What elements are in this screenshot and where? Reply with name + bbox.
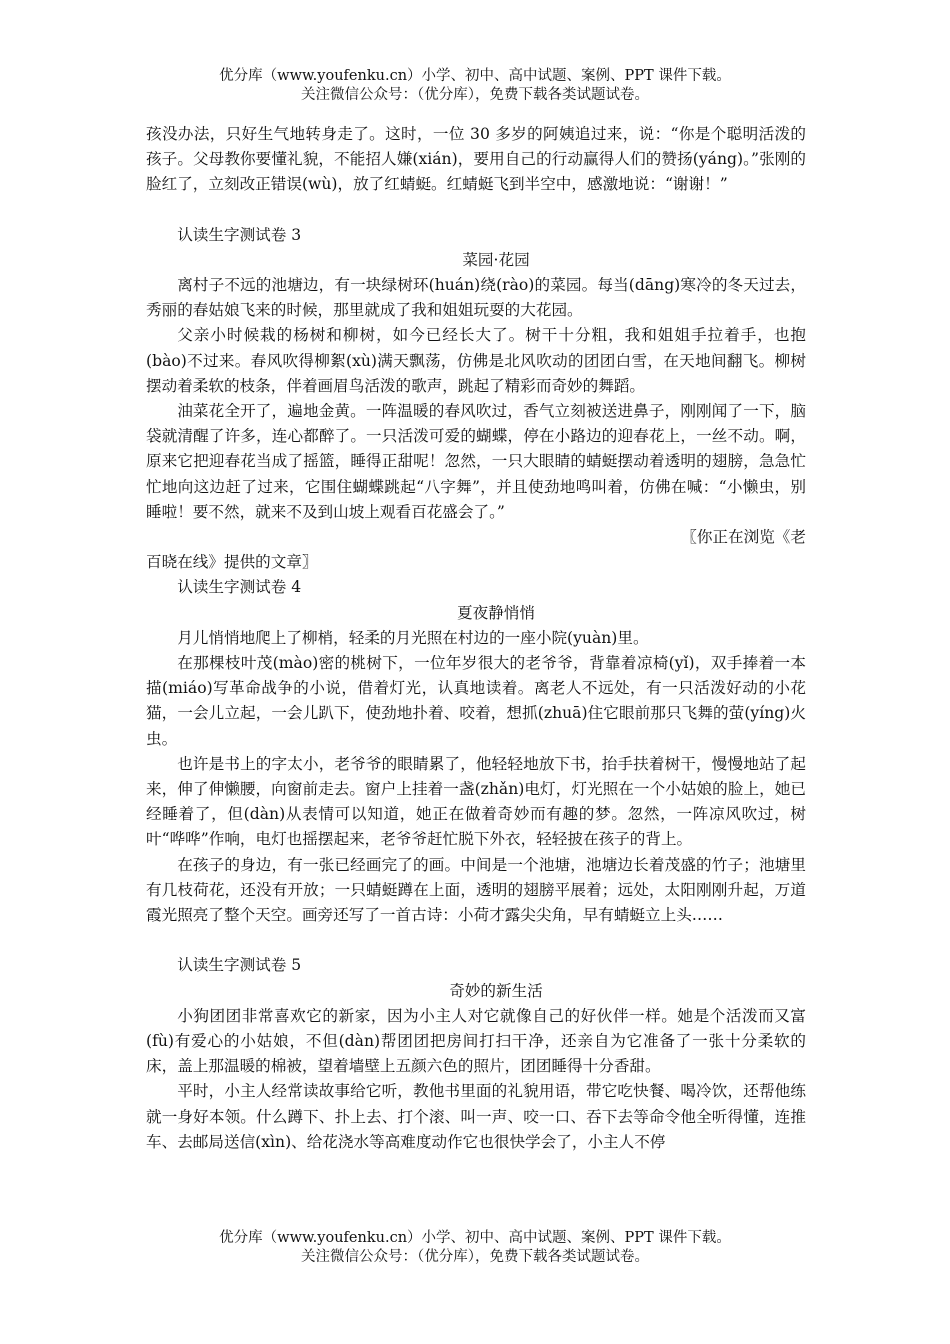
source-note-line-1: 〖你正在浏览《老 xyxy=(681,528,806,547)
section-label: 认读生字测试卷 4 xyxy=(177,578,302,597)
page-footer xyxy=(0,1229,950,1267)
paragraph: 父亲小时候栽的杨树和柳树，如今已经长大了。树干十分粗，我和姐姐手拉着手，也抱(bào)不过来。春风吹得柳絮(xù)满天飘荡，仿佛是北风吹动的团团白雪，在天地间翻飞。柳树摆动着柔软的枝条，伴着画眉鸟活泼的歌声，跳起了精彩而奇妙的舞蹈。 xyxy=(146,326,806,395)
paragraph: 在孩子的身边，有一张已经画完了的画。中间是一个池塘，池塘边长着茂盛的竹子；池塘里有几枝荷花，还没有开放；一只蜻蜓蹲在上面，透明的翅膀平展着；远处，太阳刚刚升起，万道霞光照亮了整个天空。画旁还写了一首古诗：小荷才露尖尖角，早有蜻蜓立上头…… xyxy=(146,855,806,925)
page-header xyxy=(0,67,950,105)
section-title: 夏夜静悄悄 xyxy=(457,603,535,622)
header-line-2: 关注微信公众号：（优分库），免费下载各类试题试卷。 xyxy=(301,87,649,103)
paragraph: 也许是书上的字太小，老爷爷的眼睛累了，他轻轻地放下书，抬手扶着树干，慢慢地站了起来，伸了伸懒腰，向窗前走去。窗户上挂着一盏(zhǎn)电灯，灯光照在一个小姑娘的脸上，她已经睡着了，但(dàn)从表情可以知道，她正在做着奇妙而有趣的梦。忽然，一阵凉风吹过，树叶“哗哗”作响，电灯也摇摆起来，老爷爷赶忙脱下外衣，轻轻披在孩子的背上。 xyxy=(146,754,806,849)
paragraph: 平时，小主人经常读故事给它听，教他书里面的礼貌用语，带它吃快餐、喝冷饮，还帮他练就一身好本领。什么蹲下、扑上去、打个滚、叫一声、咬一口、吞下去等命令他全听得懂，连推车、去邮局送信(xìn)、给花浇水等高难度动作它也很快学会了，小主人不停 xyxy=(146,1082,806,1151)
spacer xyxy=(146,198,806,223)
paragraph: 油菜花全开了，遍地金黄。一阵温暖的春风吹过，香气立刻被送进鼻子，刚刚闻了一下，脑袋就清醒了许多，连心都醉了。一只活泼可爱的蝴蝶，停在小路边的迎春花上，一丝不动。啊，原来它把迎春花当成了摇篮，睡得正甜呢！忽然，一只大眼睛的蜻蜓摆动着透明的翅膀，急急忙忙地向这边赶了过来，它围住蝴蝶跳起“八字舞”，并且使劲地鸣叫着，仿佛在喊：“小懒虫，别睡啦！要不然，就来不及到山坡上观看百花盛会了。” xyxy=(146,402,806,521)
paragraph: 离村子不远的池塘边，有一块绿树环(huán)绕(rào)的菜园。每当(dāng)寒冷的冬天过去，秀丽的春姑娘飞来的时候，那里就成了我和姐姐玩耍的大花园。 xyxy=(146,276,806,320)
paragraph: 在那棵枝叶茂(mào)密的桃树下，一位年岁很大的老爷爷，背靠着凉椅(yǐ)，双手捧着一本描(miáo)写革命战争的小说，借着灯光，认真地读着。离老人不远处，有一只活泼好动的小花猫，一会儿立起，一会儿趴下，使劲地扑着、咬着，想抓(zhuā)住它眼前那只飞舞的萤(yíng)火虫。 xyxy=(146,654,806,748)
intro-paragraph: 孩没办法，只好生气地转身走了。这时，一位 30 多岁的阿姨追过来，说：“你是个聪明活泼的孩子。父母教你要懂礼貌，不能招人嫌(xián)，要用自己的行动赢得人们的赞扬(yáng)。”张刚的脸红了，立刻改正错误(wù)，放了红蜻蜓。红蜻蜓飞到半空中，感激地说：“谢谢！” xyxy=(146,125,806,194)
section-label: 认读生字测试卷 5 xyxy=(177,956,302,975)
section-label: 认读生字测试卷 3 xyxy=(177,225,302,244)
footer-line-2: 关注微信公众号：（优分库），免费下载各类试题试卷。 xyxy=(301,1249,649,1265)
spacer xyxy=(146,928,806,953)
section-title: 奇妙的新生活 xyxy=(449,981,543,1000)
header-line-1: 优分库（www.youfenku.cn）小学、初中、高中试题、案例、PPT 课件下载。 xyxy=(219,68,731,84)
section-title: 菜园·花园 xyxy=(462,250,530,269)
paragraph: 月儿悄悄地爬上了柳梢，轻柔的月光照在村边的一座小院(yuàn)里。 xyxy=(177,628,649,647)
document-body xyxy=(146,122,806,1155)
source-note-line-2: 百晓在线》提供的文章〗 xyxy=(146,553,318,572)
paragraph: 小狗团团非常喜欢它的新家，因为小主人对它就像自己的好伙伴一样。她是个活泼而又富(fù)有爱心的小姑娘，不但(dàn)帮团团把房间打扫干净，还亲自为它准备了一张十分柔软的床，盖上那温暖的棉被，望着墙壁上五颜六色的照片，团团睡得十分香甜。 xyxy=(146,1006,806,1076)
footer-line-1: 优分库（www.youfenku.cn）小学、初中、高中试题、案例、PPT 课件下载。 xyxy=(219,1230,731,1246)
